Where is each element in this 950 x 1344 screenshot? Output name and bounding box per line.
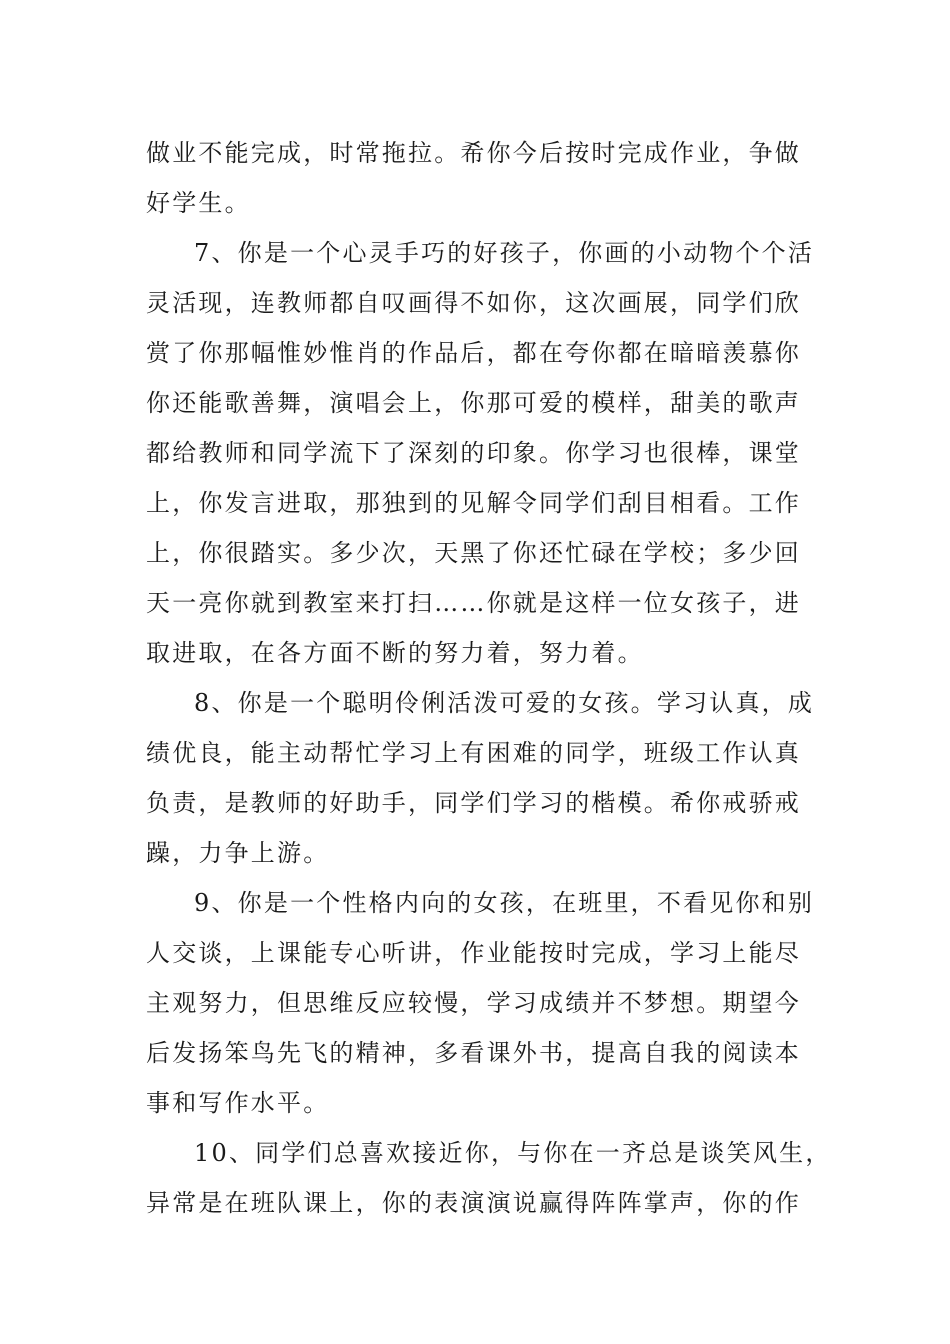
text-line: 绩优良，能主动帮忙学习上有困难的同学，班级工作认真 <box>146 739 801 767</box>
paragraph-start-line: 7、你是一个心灵手巧的好孩子，你画的小动物个个活 <box>194 239 815 267</box>
paragraph-start-line: 9、你是一个性格内向的女孩，在班里，不看见你和别 <box>194 889 815 917</box>
text-line: 都给教师和同学流下了深刻的印象。你学习也很棒，课堂 <box>146 439 801 467</box>
text-line: 后发扬笨鸟先飞的精神，多看课外书，提高自我的阅读本 <box>146 1039 801 1067</box>
text-line: 上，你发言进取，那独到的见解令同学们刮目相看。工作 <box>146 489 801 517</box>
text-line: 取进取，在各方面不断的努力着，努力着。 <box>146 639 644 667</box>
text-line: 躁，力争上游。 <box>146 839 330 867</box>
paragraph-start-line: 10、同学们总喜欢接近你，与你在一齐总是谈笑风生， <box>194 1139 832 1167</box>
text-line: 上，你很踏实。多少次，天黑了你还忙碌在学校；多少回 <box>146 539 801 567</box>
text-line: 你还能歌善舞，演唱会上，你那可爱的模样，甜美的歌声 <box>146 389 801 417</box>
text-line: 负责，是教师的好助手，同学们学习的楷模。希你戒骄戒 <box>146 789 801 817</box>
text-line: 异常是在班队课上，你的表演演说赢得阵阵掌声，你的作 <box>146 1189 801 1217</box>
text-line: 事和写作水平。 <box>146 1089 330 1117</box>
text-line: 主观努力，但思维反应较慢，学习成绩并不梦想。期望今 <box>146 989 801 1017</box>
paragraph-start-line: 8、你是一个聪明伶俐活泼可爱的女孩。学习认真，成 <box>194 689 815 717</box>
text-line: 天一亮你就到教室来打扫……你就是这样一位女孩子，进 <box>146 589 801 617</box>
text-line: 好学生。 <box>146 189 251 217</box>
text-line: 赏了你那幅惟妙惟肖的作品后，都在夸你都在暗暗羡慕你 <box>146 339 801 367</box>
text-line: 做业不能完成，时常拖拉。希你今后按时完成作业，争做 <box>146 139 801 167</box>
text-line: 人交谈，上课能专心听讲，作业能按时完成，学习上能尽 <box>146 939 801 967</box>
document-body <box>146 128 832 1228</box>
text-line: 灵活现，连教师都自叹画得不如你，这次画展，同学们欣 <box>146 289 801 317</box>
